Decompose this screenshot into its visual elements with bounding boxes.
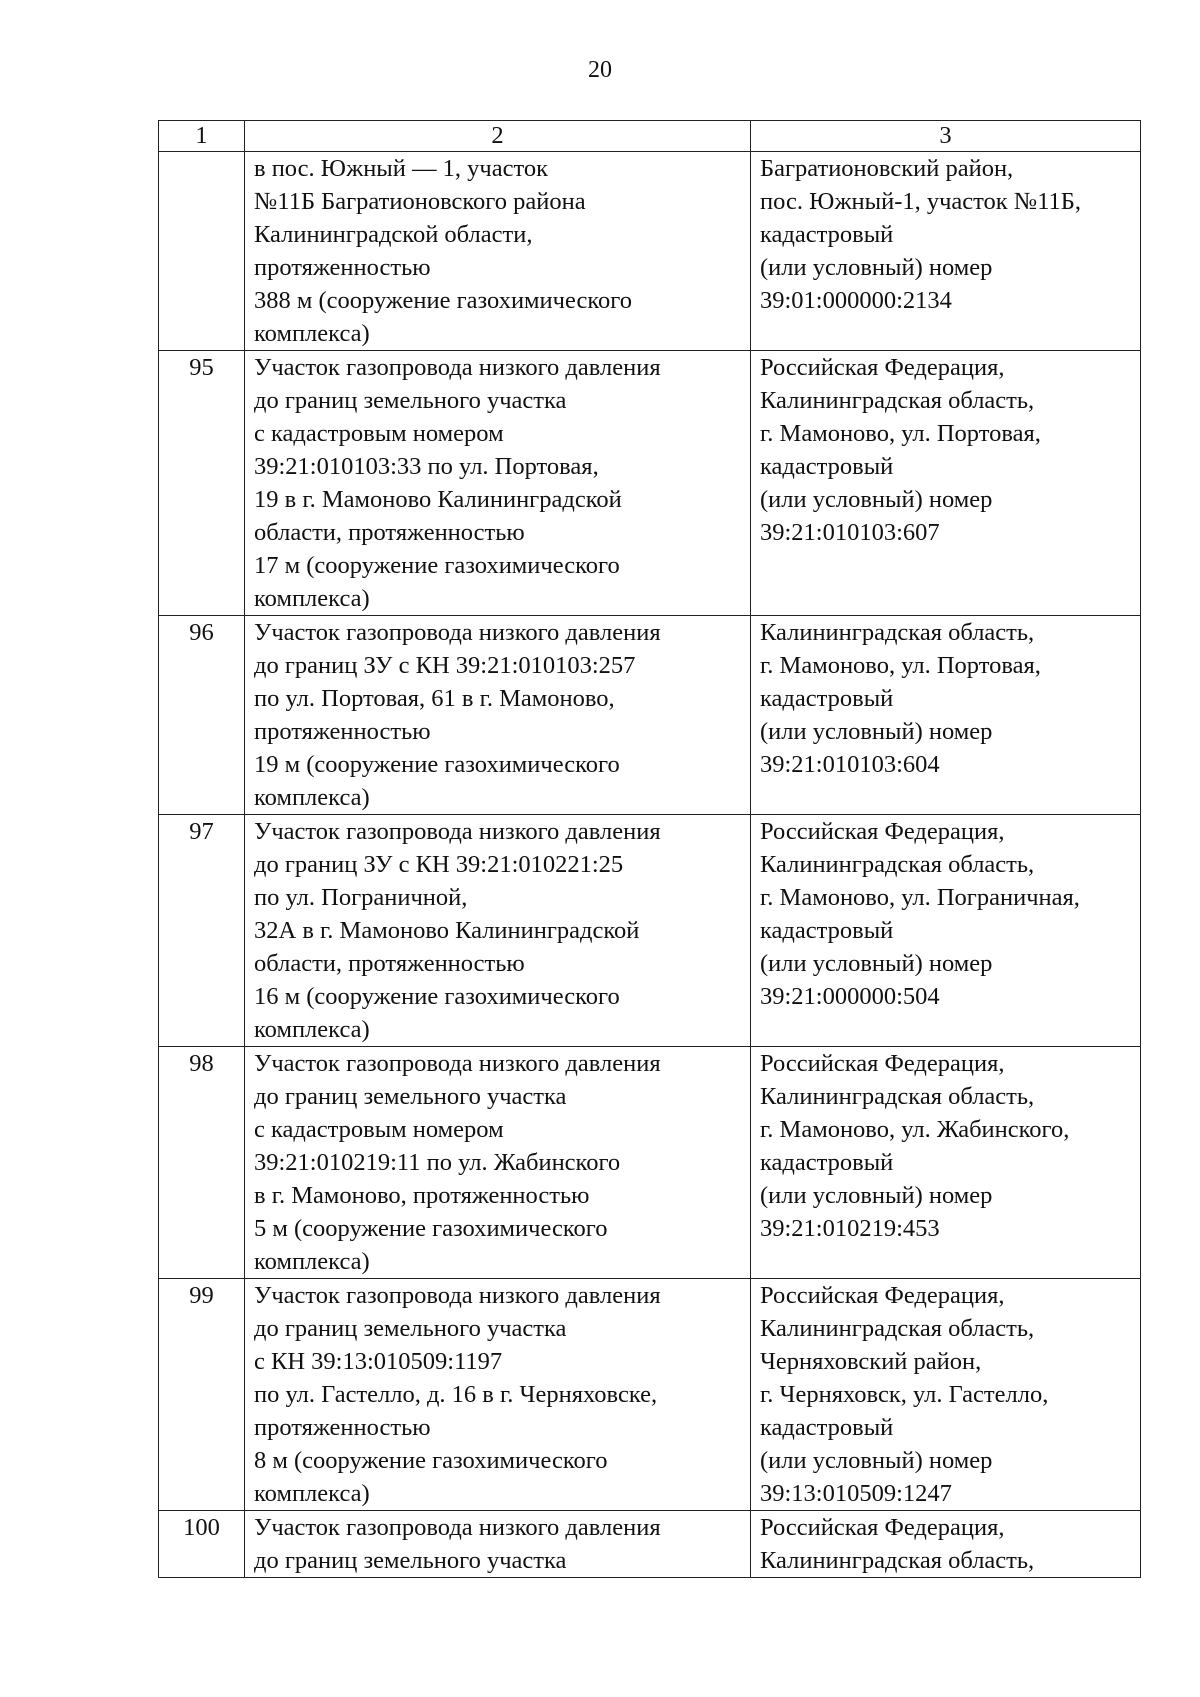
row-description: Участок газопровода низкого давления до границ земельного участка [245, 1511, 751, 1578]
row-number: 97 [159, 815, 245, 1047]
row-location: Российская Федерация, Калининградская область, [751, 1511, 1141, 1578]
row-description: Участок газопровода низкого давления до границ ЗУ с КН 39:21:010221:25 по ул. Пограничной, 32А в г. Мамоново Калининградской области, протяженностью 16 м (сооружение газохимического комплекса) [245, 815, 751, 1047]
page-number: 20 [588, 57, 612, 83]
table-row [159, 1047, 1141, 1279]
table-header-row [159, 121, 1141, 152]
row-location: Российская Федерация, Калининградская область, г. Мамоново, ул. Пограничная, кадастровый (или условный) номер 39:21:000000:504 [751, 815, 1141, 1047]
row-description: в пос. Южный — 1, участок №11Б Багратионовского района Калининградской области, протяженностью 388 м (сооружение газохимического комплекса) [245, 152, 751, 351]
column-header-description: 2 [245, 121, 751, 152]
table-row [159, 815, 1141, 1047]
row-description: Участок газопровода низкого давления до границ земельного участка с КН 39:13:010509:1197 по ул. Гастелло, д. 16 в г. Черняховске, протяженностью 8 м (сооружение газохимического комплекса) [245, 1279, 751, 1511]
row-number: 98 [159, 1047, 245, 1279]
table-row [159, 616, 1141, 815]
table-row [159, 1511, 1141, 1578]
row-number: 100 [159, 1511, 245, 1578]
table-row [159, 351, 1141, 616]
table-row [159, 152, 1141, 351]
column-header-location: 3 [751, 121, 1141, 152]
row-location: Калининградская область, г. Мамоново, ул. Портовая, кадастровый (или условный) номер 39:21:010103:604 [751, 616, 1141, 815]
row-number: 99 [159, 1279, 245, 1511]
row-description: Участок газопровода низкого давления до границ ЗУ с КН 39:21:010103:257 по ул. Портовая, 61 в г. Мамоново, протяженностью 19 м (сооружение газохимического комплекса) [245, 616, 751, 815]
row-location: Багратионовский район, пос. Южный-1, участок №11Б, кадастровый (или условный) номер 39:01:000000:2134 [751, 152, 1141, 351]
row-location: Российская Федерация, Калининградская область, г. Мамоново, ул. Жабинского, кадастровый (или условный) номер 39:21:010219:453 [751, 1047, 1141, 1279]
row-number: 96 [159, 616, 245, 815]
row-number: 95 [159, 351, 245, 616]
property-table [158, 120, 1141, 1578]
column-header-number: 1 [159, 121, 245, 152]
row-description: Участок газопровода низкого давления до границ земельного участка с кадастровым номером 39:21:010103:33 по ул. Портовая, 19 в г. Мамоново Калининградской области, протяженностью 17 м (сооружение газохимического комплекса) [245, 351, 751, 616]
row-location: Российская Федерация, Калининградская область, г. Мамоново, ул. Портовая, кадастровый (или условный) номер 39:21:010103:607 [751, 351, 1141, 616]
row-location: Российская Федерация, Калининградская область, Черняховский район, г. Черняховск, ул. Гастелло, кадастровый (или условный) номер 39:13:010509:1247 [751, 1279, 1141, 1511]
table-row [159, 1279, 1141, 1511]
row-description: Участок газопровода низкого давления до границ земельного участка с кадастровым номером 39:21:010219:11 по ул. Жабинского в г. Мамоново, протяженностью 5 м (сооружение газохимического комплекса) [245, 1047, 751, 1279]
row-number [159, 152, 245, 351]
